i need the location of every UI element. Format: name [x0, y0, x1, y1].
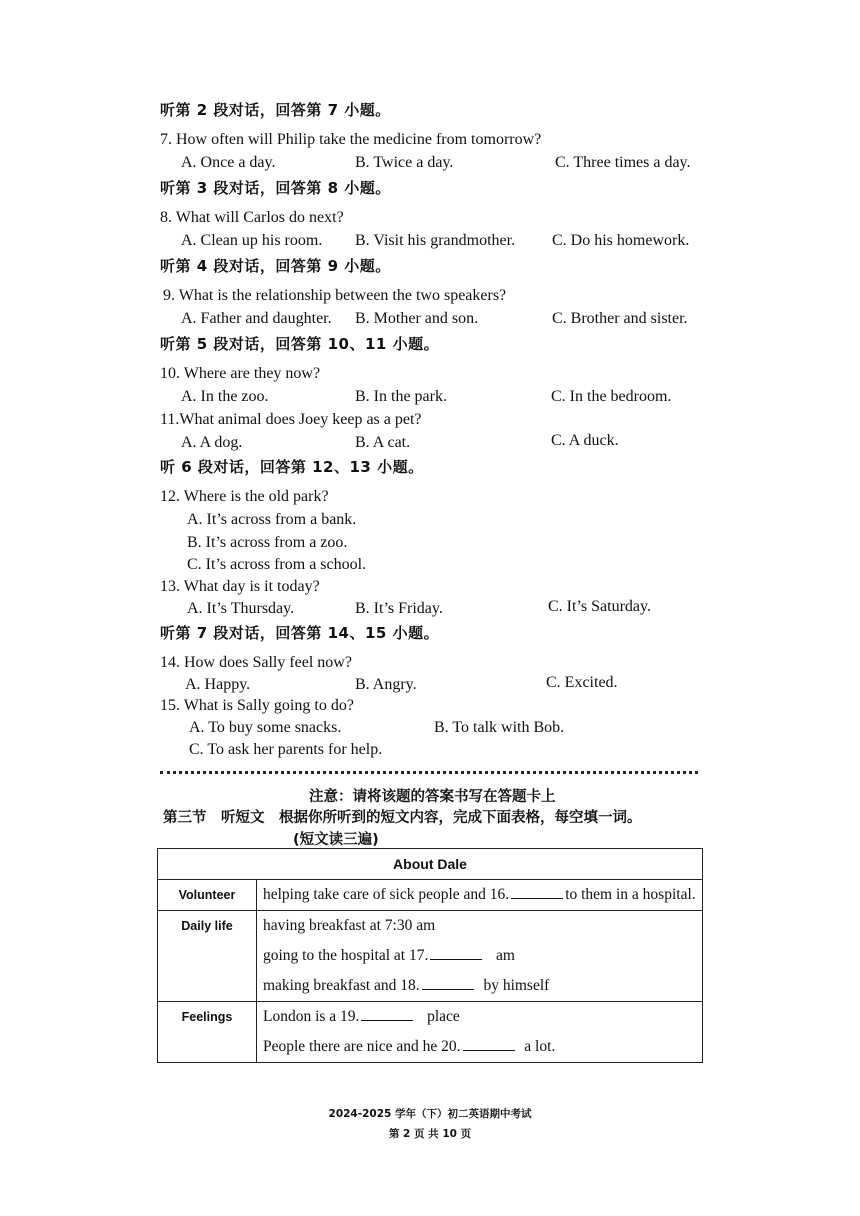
section-heading-2: 听第 2 段对话，回答第 7 小题。: [160, 101, 391, 119]
about-dale-table: [157, 848, 703, 1063]
q7-option-a: A. Once a day.: [181, 154, 276, 171]
feelings-line-2: People there are nice and he 20.: [263, 1038, 461, 1055]
q13-option-a: A. It’s Thursday.: [187, 600, 295, 617]
daily-line-1: having breakfast at 7:30 am: [263, 917, 436, 934]
row-content-volunteer: [257, 880, 703, 911]
question-14: 14. How does Sally feel now?: [160, 654, 352, 671]
row-content-feelings: [257, 1002, 703, 1063]
q15-option-c: C. To ask her parents for help.: [189, 741, 383, 758]
question-15: 15. What is Sally going to do?: [160, 697, 354, 714]
q10-option-c: C. In the bedroom.: [551, 388, 672, 405]
volunteer-text: helping take care of sick people and 16.: [263, 886, 510, 903]
daily-line-2-end: am: [495, 947, 515, 964]
blank-17[interactable]: [430, 958, 482, 960]
section-heading-3: 听第 3 段对话，回答第 8 小题。: [160, 179, 391, 197]
feelings-line-1-end: place: [427, 1008, 460, 1025]
q7-option-b: B. Twice a day.: [355, 154, 454, 171]
question-9: 9. What is the relationship between the two speakers?: [163, 287, 507, 304]
q9-option-a: A. Father and daughter.: [181, 310, 332, 327]
q12-option-b: B. It’s across from a zoo.: [187, 534, 348, 551]
blank-16[interactable]: [511, 897, 563, 899]
q8-option-a: A. Clean up his room.: [181, 232, 323, 249]
q14-option-b: B. Angry.: [355, 676, 417, 693]
daily-line-3-end: by himself: [483, 977, 550, 994]
daily-line-2: going to the hospital at 17.: [263, 947, 429, 964]
table-row-daily-life: [158, 911, 703, 1002]
q11-option-b: B. A cat.: [355, 434, 411, 451]
table-header-row: [158, 849, 703, 880]
q15-option-a: A. To buy some snacks.: [189, 719, 342, 736]
q10-option-a: A. In the zoo.: [181, 388, 269, 405]
question-13: 13. What day is it today?: [160, 578, 320, 595]
q11-option-a: A. A dog.: [181, 434, 243, 451]
q13-option-c: C. It’s Saturday.: [548, 598, 651, 615]
table-row-volunteer: [158, 880, 703, 911]
answer-card-note: 注意：请将该题的答案书写在答题卡上: [309, 789, 556, 805]
q13-option-b: B. It’s Friday.: [355, 600, 443, 617]
part3-subtitle: (短文读三遍): [293, 832, 379, 848]
q9-option-b: B. Mother and son.: [355, 310, 479, 327]
table-header: About Dale: [158, 849, 703, 880]
blank-19[interactable]: [361, 1019, 413, 1021]
q8-option-b: B. Visit his grandmother.: [355, 232, 516, 249]
q15-option-b: B. To talk with Bob.: [434, 719, 565, 736]
footer-exam-title: 2024-2025 学年（下）初二英语期中考试: [328, 1108, 532, 1120]
section-heading-5: 听第 5 段对话，回答第 10、11 小题。: [160, 335, 440, 353]
section-heading-6: 听 6 段对话，回答第 12、13 小题。: [160, 458, 424, 476]
question-7: 7. How often will Philip take the medicine from tomorrow?: [160, 131, 542, 148]
q14-option-a: A. Happy.: [185, 676, 251, 693]
feelings-line-2-end: a lot.: [524, 1038, 556, 1055]
q9-option-c: C. Brother and sister.: [552, 310, 688, 327]
q14-option-c: C. Excited.: [546, 674, 618, 691]
volunteer-text-end: to them in a hospital.: [565, 886, 696, 903]
question-10: 10. Where are they now?: [160, 365, 321, 382]
footer-page-number: 第 2 页 共 10 页: [388, 1128, 472, 1140]
question-8: 8. What will Carlos do next?: [160, 209, 344, 226]
q10-option-b: B. In the park.: [355, 388, 447, 405]
q12-option-c: C. It’s across from a school.: [187, 556, 367, 573]
row-label-feelings: Feelings: [158, 1002, 257, 1063]
blank-20[interactable]: [463, 1049, 515, 1051]
daily-line-3: making breakfast and 18.: [263, 977, 420, 994]
q8-option-c: C. Do his homework.: [552, 232, 690, 249]
row-label-daily-life: Daily life: [158, 911, 257, 1002]
question-11: 11.What animal does Joey keep as a pet?: [160, 411, 422, 428]
q7-option-c: C. Three times a day.: [555, 154, 691, 171]
feelings-line-1: London is a 19.: [263, 1008, 360, 1025]
row-content-daily-life: [257, 911, 703, 1002]
section-heading-4: 听第 4 段对话，回答第 9 小题。: [160, 257, 391, 275]
row-label-volunteer: Volunteer: [158, 880, 257, 911]
q11-option-c: C. A duck.: [551, 432, 619, 449]
blank-18[interactable]: [422, 988, 474, 990]
section-heading-7: 听第 7 段对话，回答第 14、15 小题。: [160, 624, 440, 642]
table-row-feelings: [158, 1002, 703, 1063]
q12-option-a: A. It’s across from a bank.: [187, 511, 357, 528]
dotted-divider: [160, 771, 698, 774]
question-12: 12. Where is the old park?: [160, 488, 329, 505]
part3-title: 第三节 听短文 根据你所听到的短文内容，完成下面表格，每空填一词。: [163, 810, 642, 826]
